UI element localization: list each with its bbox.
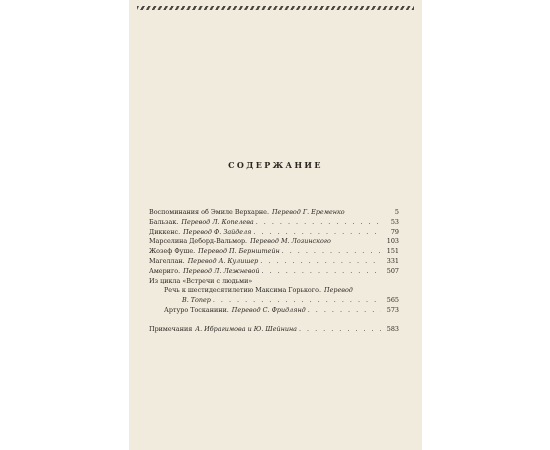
book-page bbox=[129, 0, 422, 450]
entry-translator: Перевод С. Фридлянд bbox=[231, 305, 306, 314]
entry-title: Марселина Деборд-Вальмор. bbox=[149, 237, 248, 246]
entry-page-number: 5 bbox=[394, 208, 399, 216]
entry-translator: Перевод Г. Еременко bbox=[271, 208, 345, 216]
entry-translator: Перевод Ф. Зайделя bbox=[183, 227, 252, 236]
dot-leader bbox=[260, 257, 381, 267]
entry-page-number: 573 bbox=[386, 305, 399, 314]
dot-leader bbox=[253, 228, 381, 238]
entry-title: Жозеф Фуше. bbox=[149, 247, 196, 256]
entry-page-number: 79 bbox=[390, 227, 399, 236]
entry-page-number: 565 bbox=[386, 296, 399, 305]
entry-translator: А. Ибрагимова и Ю. Шейнина bbox=[195, 324, 297, 333]
entry-page-number: 583 bbox=[386, 324, 399, 333]
dot-leader bbox=[262, 267, 382, 277]
dot-leader bbox=[256, 218, 381, 228]
toc-entry bbox=[149, 237, 399, 247]
entry-title: Артуро Тосканини. bbox=[164, 305, 229, 314]
entry-page-number: 151 bbox=[386, 247, 399, 256]
page-title: СОДЕРЖАНИЕ bbox=[228, 160, 323, 170]
dot-leader bbox=[213, 296, 381, 306]
entry-translator: Перевод Л. Лежневой bbox=[183, 266, 260, 275]
toc-entry-continuation bbox=[149, 296, 399, 306]
entry-page-number: 53 bbox=[390, 217, 399, 226]
toc-entry bbox=[149, 325, 399, 335]
dot-leader bbox=[299, 325, 381, 335]
entry-page-number: 507 bbox=[386, 266, 399, 275]
toc-entry bbox=[149, 286, 399, 296]
entry-title: Магеллан. bbox=[149, 256, 185, 265]
entry-title: Бальзак. bbox=[149, 217, 179, 226]
dot-leader bbox=[282, 247, 381, 257]
entry-translator: Перевод М. Лозинского bbox=[250, 237, 331, 246]
toc-entry bbox=[149, 247, 399, 257]
toc-entry bbox=[149, 306, 399, 316]
entry-title: Речь к шестидесятилетию Максима Горького. bbox=[164, 286, 322, 295]
decorative-rule bbox=[137, 6, 414, 10]
section-title: Из цикла «Встречи с людьми» bbox=[149, 276, 253, 285]
entry-title: Воспоминания об Эмиле Верхарне. bbox=[149, 208, 269, 216]
entry-page-number: 103 bbox=[386, 237, 399, 246]
toc-entry bbox=[149, 257, 399, 267]
entry-translator: Перевод А. Кулишер bbox=[187, 256, 259, 265]
entry-translator: Перевод bbox=[324, 286, 353, 295]
toc-entry bbox=[149, 218, 399, 228]
entry-title: Примечания bbox=[149, 324, 193, 333]
entry-translator: Перевод П. Бернштейн bbox=[198, 247, 280, 256]
entry-page-number: 331 bbox=[386, 256, 399, 265]
toc-section-heading bbox=[149, 277, 399, 287]
entry-title: Америго. bbox=[149, 266, 181, 275]
dot-leader bbox=[308, 306, 381, 316]
entry-title: Диккенс. bbox=[149, 227, 181, 236]
toc-entry bbox=[149, 267, 399, 277]
entry-translator: В. Топер bbox=[182, 296, 211, 305]
toc-entry bbox=[149, 208, 399, 218]
table-of-contents bbox=[149, 208, 399, 335]
toc-entry bbox=[149, 228, 399, 238]
entry-translator: Перевод Л. Копелева bbox=[181, 217, 254, 226]
